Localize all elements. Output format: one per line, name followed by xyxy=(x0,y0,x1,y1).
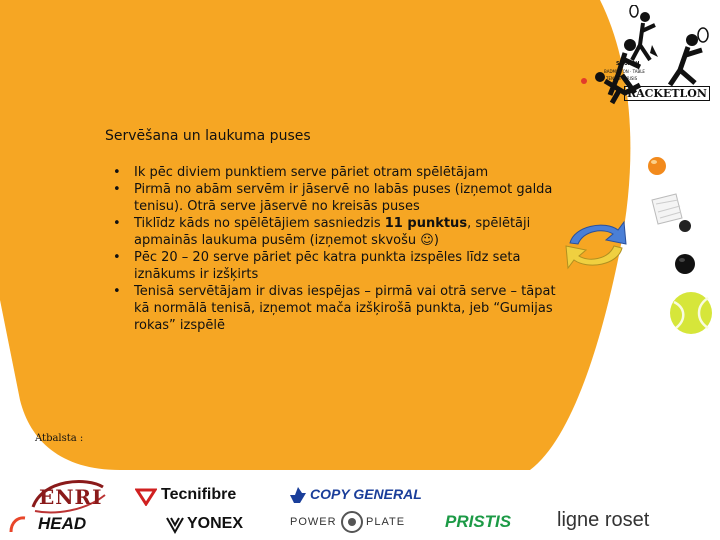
tecnifibre-text: Tecnifibre xyxy=(161,486,237,503)
bullet-item: • Ik pēc diviem punktiem serve pāriet otram spēlētājam xyxy=(113,165,489,180)
shuttlecock-icon xyxy=(648,190,693,235)
squash-ball-icon xyxy=(673,252,697,276)
swap-arrows-icon xyxy=(560,218,635,273)
enri-logo xyxy=(25,475,110,517)
bullet-item: • Pirmā no abām servēm ir jāservē no labās puses (izņemot galda tenisu). Otrā serve jāservē no kreisās puses xyxy=(113,182,553,214)
points-emphasis: 11 punktus xyxy=(384,216,468,231)
logo-line-2: BADMINTON · TABLE xyxy=(604,69,645,74)
tennis-ball-icon xyxy=(668,290,714,336)
power-plate-text-2: PLATE xyxy=(366,516,406,528)
ligne-roset-logo xyxy=(557,509,672,535)
racketlon-logo xyxy=(580,5,715,105)
bullet-item: • Tiklīdz kāds no spēlētājiem sasniedzis 11 punktus, spēlētāji apmainās laukuma pusēm (izņemot skvošu ☺) xyxy=(113,216,531,248)
bullet-dot: • xyxy=(113,216,121,231)
copy-general-text: COPY GENERAL xyxy=(310,486,422,502)
yonex-emblem-icon xyxy=(165,516,185,534)
ping-pong-ball-icon xyxy=(646,155,668,177)
tecnifibre-logo xyxy=(135,485,260,507)
head-logo xyxy=(8,513,118,537)
bullet-item: • Pēc 20 – 20 serve pāriet pēc katra punkta izspēles līdz seta iznākums ir izšķirts xyxy=(113,250,521,282)
bullet-item: • Tenisā servētājam ir divas iespējas – pirmā vai otrā serve – tāpat kā normālā tenisā, izņemot mača izšķirošā punkta, jeb “Gumijas rokas” izspēlē xyxy=(113,284,556,333)
head-text: HEAD xyxy=(38,514,87,533)
logo-line-1: SQUASH xyxy=(616,61,640,67)
tecnifibre-emblem-icon xyxy=(135,486,157,506)
copy-general-logo xyxy=(288,483,422,507)
yonex-logo xyxy=(165,513,255,537)
bullet-dot: • xyxy=(113,182,121,197)
pristis-text: PRISTIS xyxy=(445,512,512,531)
sponsor-label: Atbalsta : xyxy=(35,433,84,444)
enri-text: ENRI xyxy=(39,485,103,509)
logo-name: RACKETLON xyxy=(624,86,710,101)
bullet-dot: • xyxy=(113,250,121,265)
slide-title: Servēšana un laukuma puses xyxy=(105,128,311,144)
bullet-dot: • xyxy=(113,165,121,180)
power-plate-logo xyxy=(290,508,410,538)
copy-general-emblem-icon xyxy=(288,485,308,505)
power-plate-text-1: POWER xyxy=(290,516,337,528)
yonex-text: YONEX xyxy=(187,515,244,532)
bullet-dot: • xyxy=(113,284,121,299)
power-plate-emblem-icon xyxy=(340,510,364,534)
ligne-roset-text: ligne roset xyxy=(557,509,650,531)
head-emblem-icon xyxy=(8,514,28,534)
pristis-logo xyxy=(445,511,535,535)
bullet-list xyxy=(113,164,573,334)
logo-line-3: TENNIS · PRISIS xyxy=(606,76,638,81)
